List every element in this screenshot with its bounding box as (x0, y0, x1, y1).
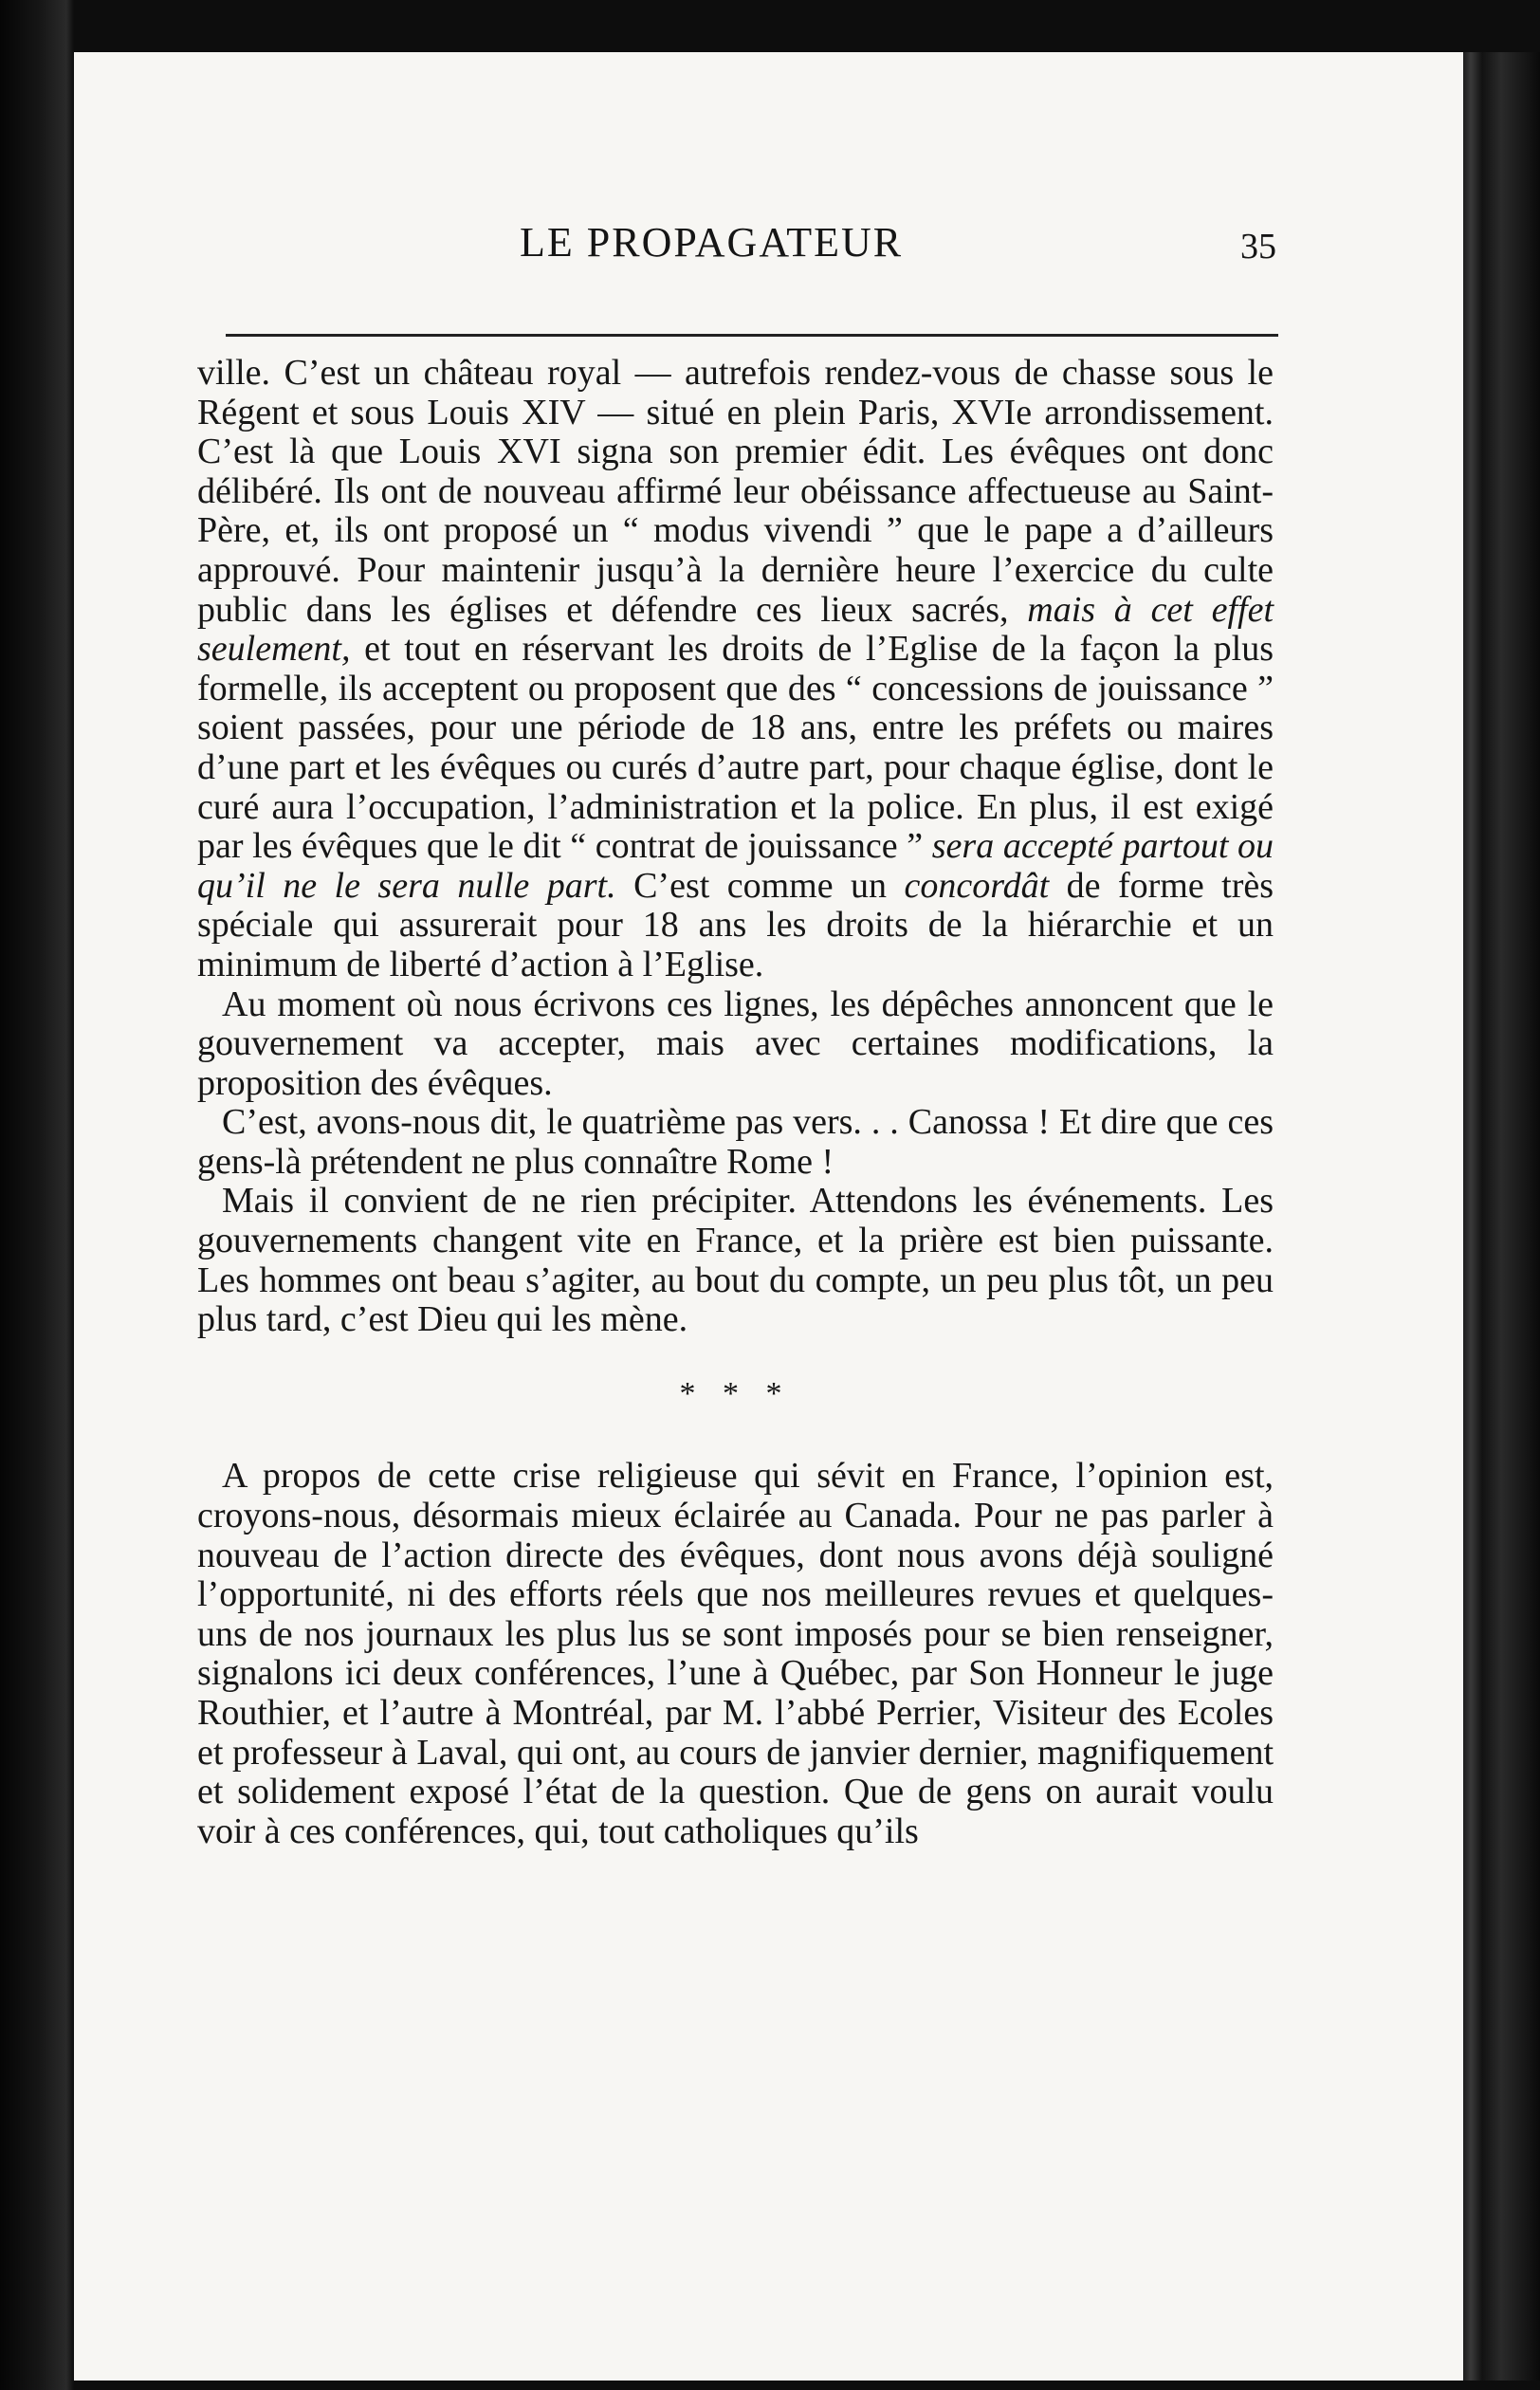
paragraph-1 (197, 354, 1274, 985)
running-title: LE PROPAGATEUR (520, 219, 904, 266)
book-page (74, 52, 1463, 2381)
paragraph-1-part-c: et tout en réservant les droits de l’Eglise de la façon la plus formelle, ils acceptent ou proposent que des “ concessions de jouissance ” soient passées, pour une période de 18 ans, entre les préfets ou maires d’une part et les évêques ou curés d’autre part, pour chaque église, dont le curé aura l’occupation, l’administration et la police. En plus, il est exigé par les évêques que le dit “ contrat de jouissance ” (197, 629, 1274, 867)
section-separator: * * * (679, 1375, 792, 1411)
paragraph-3: C’est, avons-nous dit, le quatrième pas vers. . . Canossa ! Et dire que ces gens-là prétendent ne plus connaître Rome ! (197, 1102, 1274, 1182)
page-number: 35 (1240, 227, 1276, 267)
paragraph-1-part-e: C’est comme un (633, 865, 888, 906)
body-text (197, 354, 1274, 1851)
header-rule (197, 334, 1278, 337)
header-rule-gap (197, 334, 226, 337)
paragraph-2: Au moment où nous écrivons ces lignes, les dépêches annoncent que le gouvernement va accepter, mais avec certaines modifications, la proposition des évêques. (197, 984, 1274, 1103)
paragraph-1-italic-a: mais à cet effet seulement, (197, 589, 1274, 670)
paragraph-1-italic-b: sera accepté partout ou qu’il ne le sera nulle part. (197, 826, 1274, 906)
book-page-edges (1463, 52, 1540, 2381)
paragraph-4: Mais il convient de ne rien précipiter. Attendons les événements. Les gouvernements changent vite en France, et la prière est bien puissante. Les hommes ont beau s’agiter, au bout du compte, un peu plus tôt, un peu plus tard, c’est Dieu qui les mène. (197, 1181, 1274, 1340)
paragraph-5: A propos de cette crise religieuse qui sévit en France, l’opinion est, croyons-nous, désormais mieux éclairée au Canada. Pour ne pas parler à nouveau de l’action directe des évêques, dont nous avons déjà souligné l’opportunité, ni des efforts réels que nos meilleures revues et quelques-uns de nos journaux les plus lus se sont imposés pour se bien renseigner, signalons ici deux conférences, l’une à Québec, par Son Honneur le juge Routhier, et l’autre à Montréal, par M. l’abbé Perrier, Visiteur des Ecoles et professeur à Laval, qui ont, au cours de janvier dernier, magnifiquement et solidement exposé l’état de la question. Que de gens on aurait voulu voir à ces conférences, qui, tout catholiques qu’ils (197, 1456, 1274, 1851)
paragraph-1-part-a: ville. C’est un château royal — autrefois rendez-vous de chasse sous le Régent et sous Louis XIV — situé en plein Paris, XVIe arrondissement. C’est là que Louis XVI signa son premier édit. Les évêques ont donc délibéré. Ils ont de nouveau affirmé leur obéissance affectueuse au Saint-Père, et, ils ont proposé un “ modus vivendi ” que le pape a d’ailleurs approuvé. Pour maintenir jusqu’à la dernière heure l’exercice du culte public dans les églises et défendre ces lieux sacrés, (197, 353, 1274, 630)
paragraph-1-italic-c: concordât (904, 865, 1050, 906)
paragraph-1-part-g: de forme très spéciale qui assurerait pour 18 ans les droits de la hiérarchie et un minimum de liberté d’action à l’Eglise. (197, 865, 1274, 984)
scan-left-margin (0, 0, 74, 2390)
running-header (74, 218, 1463, 275)
